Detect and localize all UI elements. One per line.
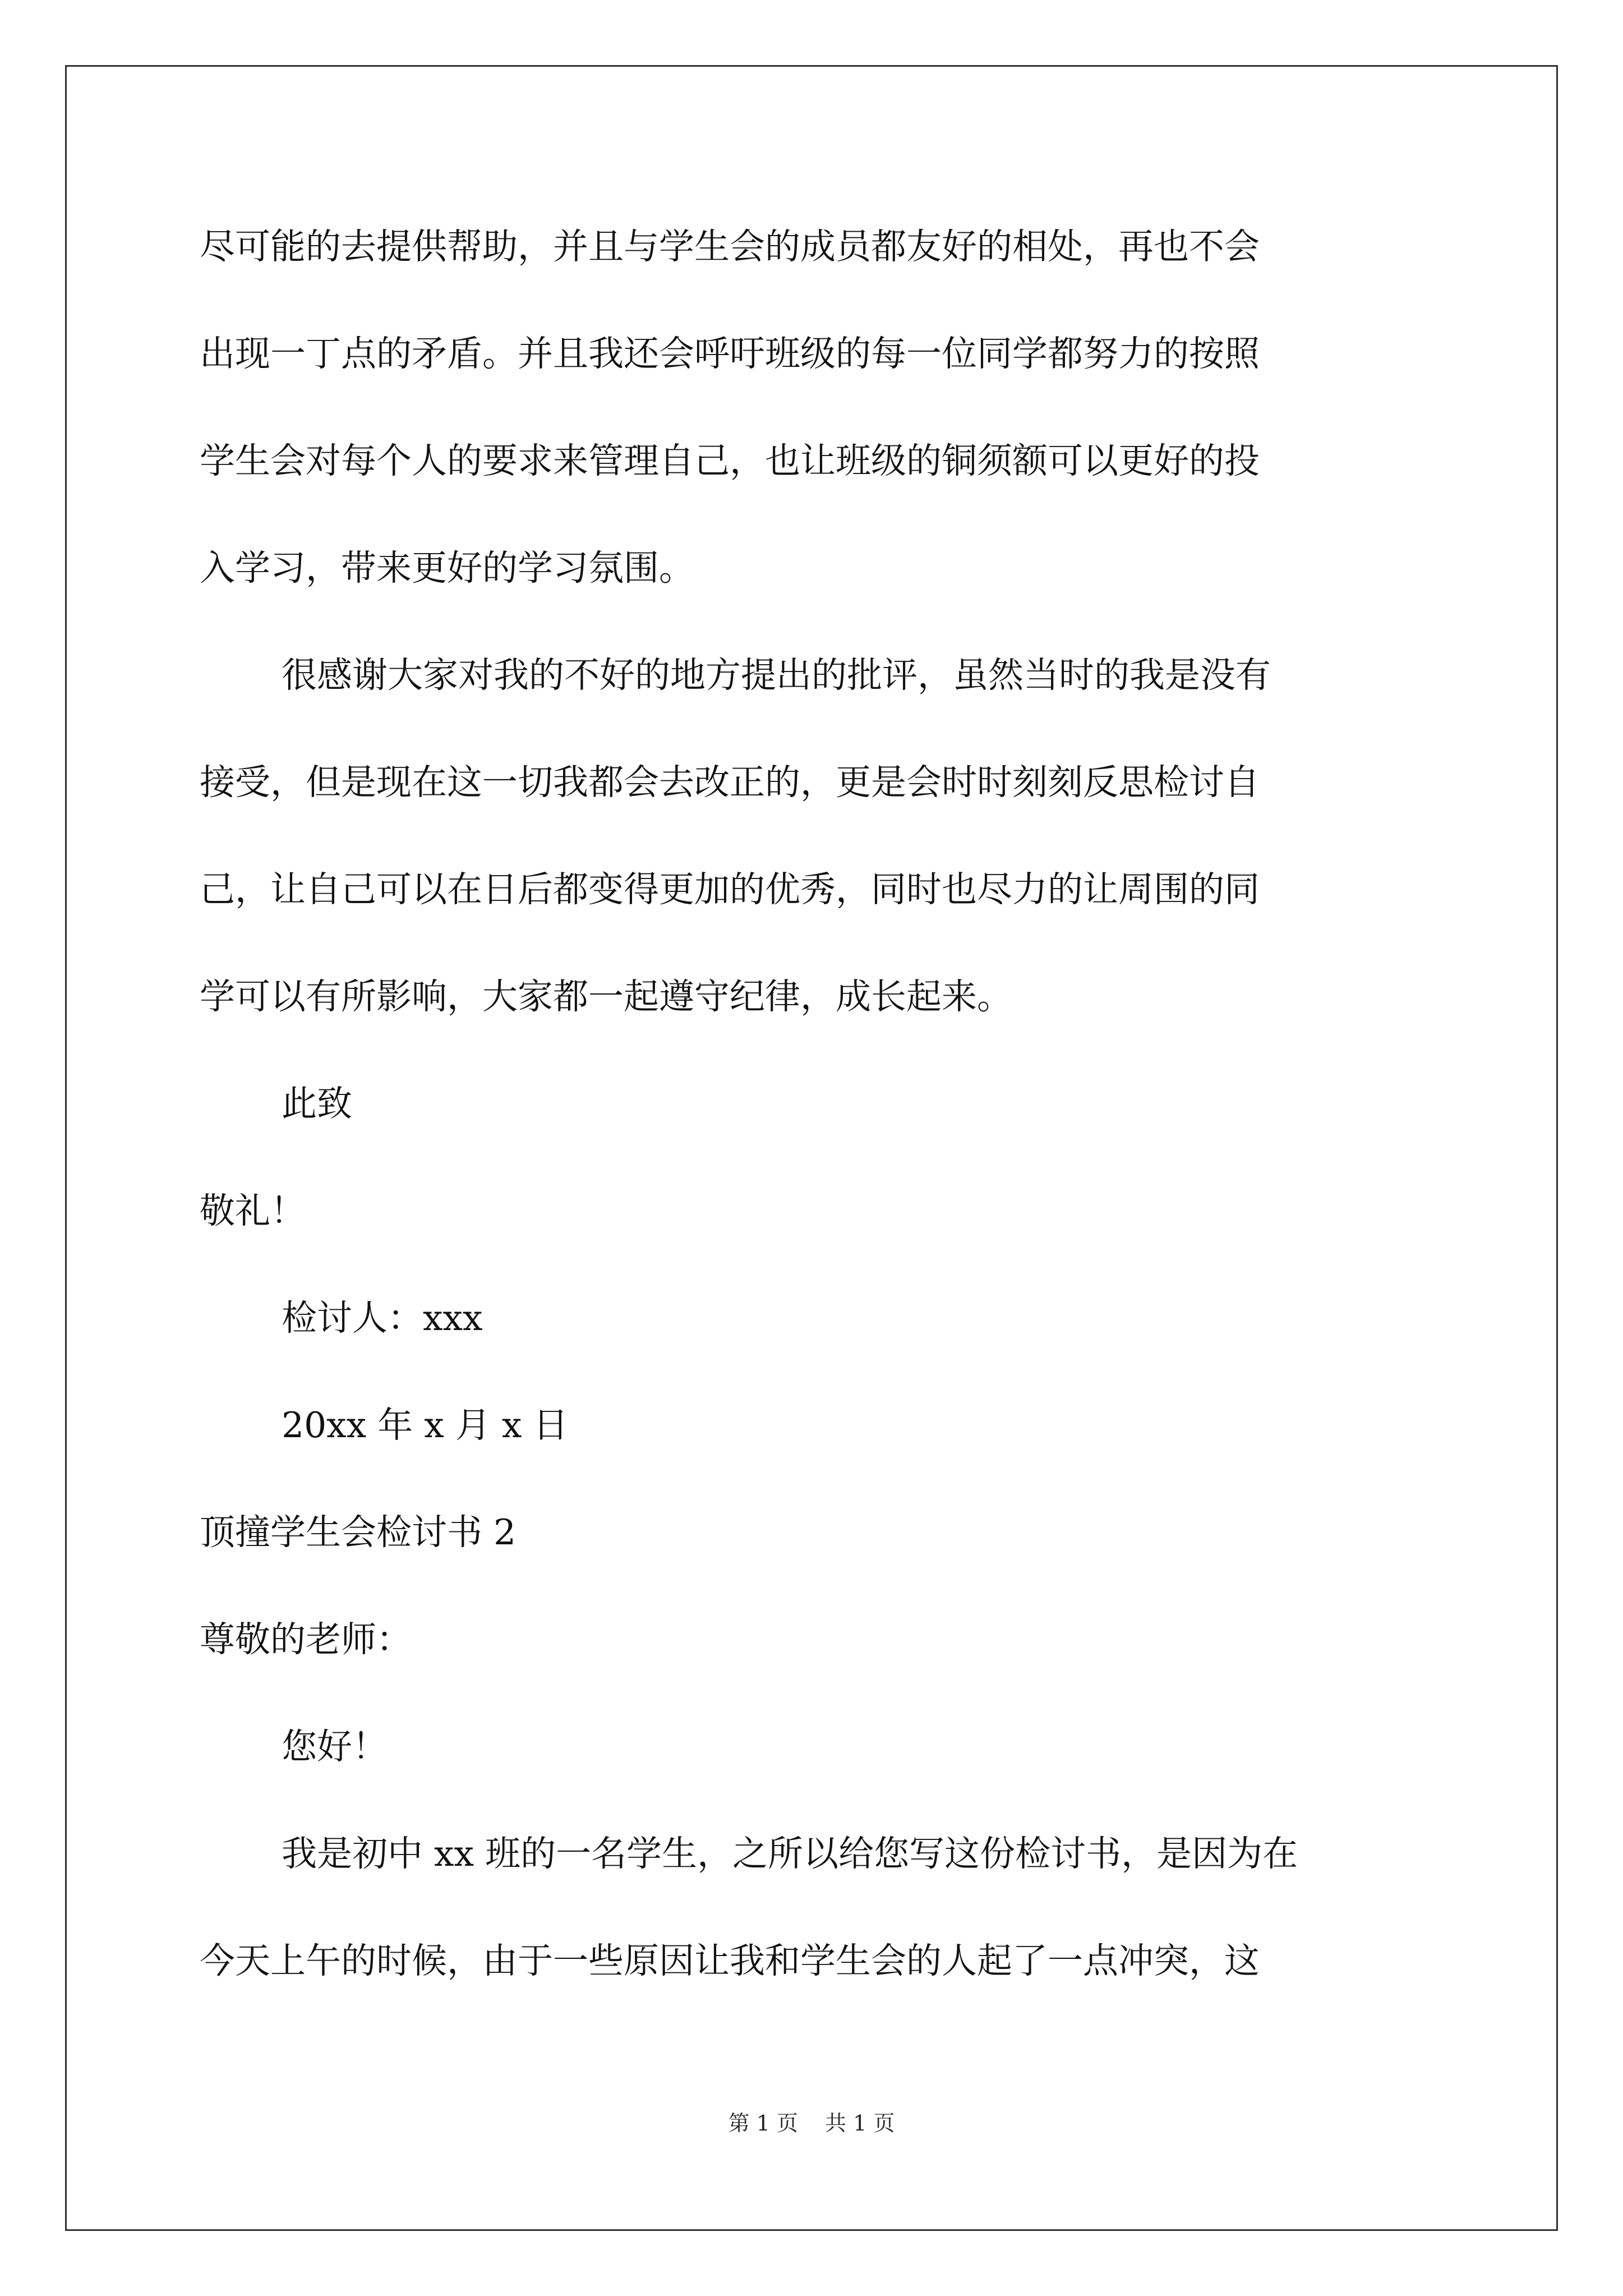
letter-greeting: 尊敬的老师： [200,1619,412,1660]
text-line: 己，让自己可以在日后都变得更加的优秀，同时也尽力的让周围的同 [200,869,1260,910]
page-total: 共 1 页 [825,2111,895,2136]
text-line: 出现一丁点的矛盾。并且我还会呼吁班级的每一位同学都努力的按照 [200,333,1260,374]
text-line: 尽可能的去提供帮助，并且与学生会的成员都友好的相处，再也不会 [200,226,1260,267]
signature-name: 检讨人：xxx [282,1297,483,1338]
closing-respect: 敬礼！ [200,1190,306,1231]
page-number: 第 1 页 [728,2111,798,2136]
text-line: 学可以有所影响，大家都一起遵守纪律，成长起来。 [200,976,1012,1017]
page-footer [0,2106,1623,2140]
letter-hello: 您好！ [282,1726,388,1767]
section-title: 顶撞学生会检讨书 2 [200,1512,517,1553]
text-line: 入学习，带来更好的学习氛围。 [200,547,694,588]
text-line: 接受，但是现在这一切我都会去改正的，更是会时时刻刻反思检讨自 [200,762,1260,803]
paragraph-start-line: 很感谢大家对我的不好的地方提出的批评，虽然当时的我是没有 [282,655,1271,696]
closing-salutation: 此致 [282,1083,352,1124]
signature-date: 20xx 年 x 月 x 日 [282,1405,569,1446]
text-line: 学生会对每个人的要求来管理自己，也让班级的铜须额可以更好的投 [200,440,1260,481]
paragraph-start-line: 我是初中 xx 班的一名学生，之所以给您写这份检讨书，是因为在 [282,1833,1298,1874]
page-border [65,65,1558,2231]
text-line: 今天上午的时候，由于一些原因让我和学生会的人起了一点冲突，这 [200,1940,1260,1981]
